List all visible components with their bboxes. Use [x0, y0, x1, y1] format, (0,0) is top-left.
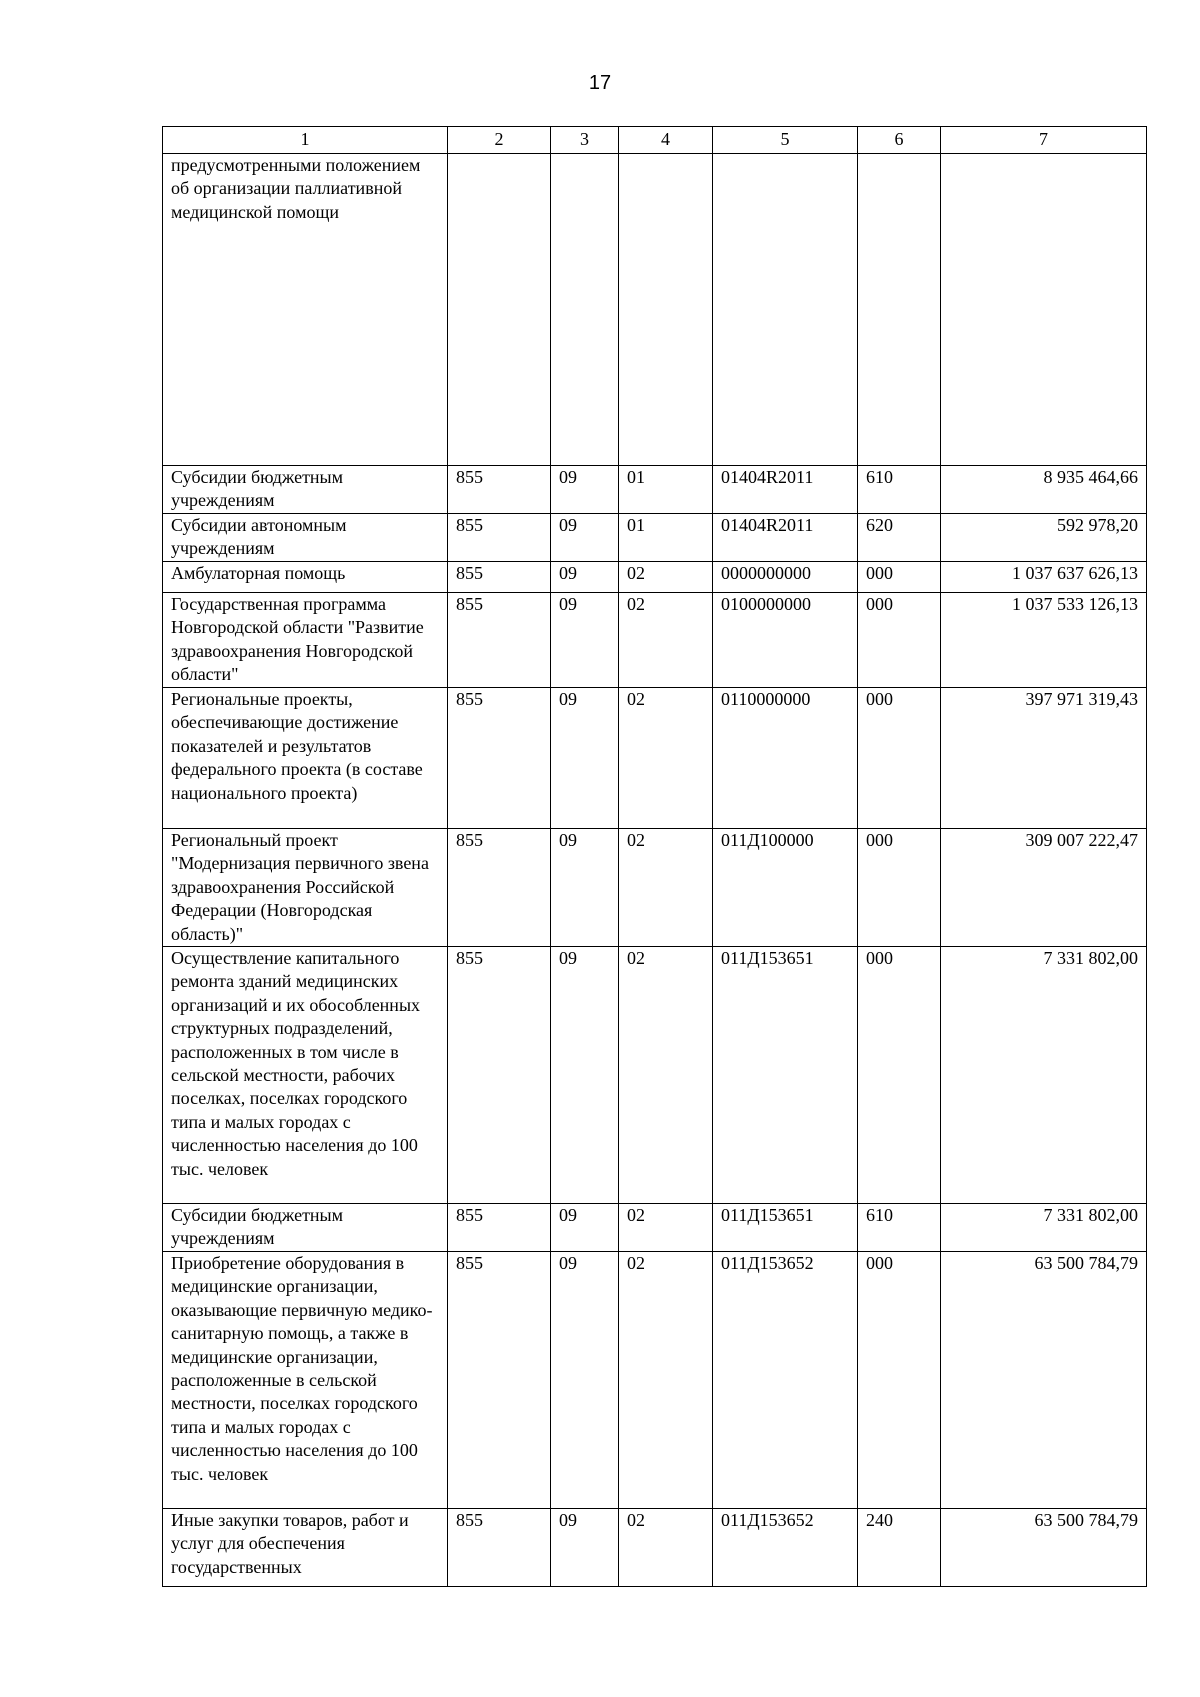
- row-section-code: 09: [551, 947, 619, 1204]
- row-subsection-code: 02: [619, 1204, 713, 1252]
- row-target-article: 011Д153651: [713, 947, 858, 1204]
- row-amount: 63 500 784,79: [941, 1252, 1147, 1509]
- row-amount: 309 007 222,47: [941, 829, 1147, 947]
- budget-table: [162, 126, 1147, 1587]
- row-section-code: 09: [551, 466, 619, 514]
- row-subsection-code: 02: [619, 829, 713, 947]
- row-subsection-code: 01: [619, 466, 713, 514]
- row-name: Региональный проект "Модернизация первичного звена здравоохранения Российской Федерации (Новгородская область)": [163, 829, 448, 947]
- header-col-1: 1: [163, 127, 448, 154]
- row-amount: 1 037 637 626,13: [941, 562, 1147, 593]
- row-name: Государственная программа Новгородской области "Развитие здравоохранения Новгородской области": [163, 593, 448, 688]
- row-subsection-code: 01: [619, 514, 713, 562]
- row-ministry-code: 855: [448, 947, 551, 1204]
- table-row: [163, 1204, 1147, 1252]
- row-ministry-code: 855: [448, 593, 551, 688]
- row-expense-type: 240: [858, 1509, 941, 1587]
- row-expense-type: 000: [858, 562, 941, 593]
- row-subsection-code: 02: [619, 1509, 713, 1587]
- row-amount: 1 037 533 126,13: [941, 593, 1147, 688]
- row-name: предусмотренными положением об организации паллиативной медицинской помощи: [163, 154, 448, 466]
- row-target-article: 011Д153651: [713, 1204, 858, 1252]
- row-section-code: 09: [551, 562, 619, 593]
- row-expense-type: 000: [858, 947, 941, 1204]
- header-col-3: 3: [551, 127, 619, 154]
- row-target-article: 01404R2011: [713, 466, 858, 514]
- row-section-code: 09: [551, 1204, 619, 1252]
- row-expense-type: 610: [858, 1204, 941, 1252]
- row-amount: [941, 154, 1147, 466]
- header-col-4: 4: [619, 127, 713, 154]
- table-row: [163, 947, 1147, 1204]
- row-amount: 592 978,20: [941, 514, 1147, 562]
- table-row: [163, 593, 1147, 688]
- row-expense-type: 000: [858, 1252, 941, 1509]
- row-amount: 7 331 802,00: [941, 947, 1147, 1204]
- row-ministry-code: 855: [448, 829, 551, 947]
- row-amount: 7 331 802,00: [941, 1204, 1147, 1252]
- row-section-code: 09: [551, 829, 619, 947]
- row-section-code: 09: [551, 514, 619, 562]
- header-col-5: 5: [713, 127, 858, 154]
- row-target-article: 011Д100000: [713, 829, 858, 947]
- table-row: [163, 562, 1147, 593]
- row-ministry-code: 855: [448, 688, 551, 829]
- row-name: Субсидии бюджетным учреждениям: [163, 1204, 448, 1252]
- row-subsection-code: [619, 154, 713, 466]
- row-amount: 8 935 464,66: [941, 466, 1147, 514]
- table-row: [163, 466, 1147, 514]
- table-row: [163, 154, 1147, 466]
- header-col-7: 7: [941, 127, 1147, 154]
- row-name: Субсидии бюджетным учреждениям: [163, 466, 448, 514]
- row-target-article: 01404R2011: [713, 514, 858, 562]
- table-row: [163, 1252, 1147, 1509]
- row-section-code: [551, 154, 619, 466]
- row-section-code: 09: [551, 688, 619, 829]
- table-row: [163, 1509, 1147, 1587]
- row-amount: 397 971 319,43: [941, 688, 1147, 829]
- row-name: Приобретение оборудования в медицинские организации, оказывающие первичную медико-санитарную помощь, а также в медицинские организации, расположенные в сельской местности, поселках городского типа и малых городах с численностью населения до 100 тыс. человек: [163, 1252, 448, 1509]
- page-number: 17: [588, 72, 612, 94]
- row-name: Региональные проекты, обеспечивающие достижение показателей и результатов федерального проекта (в составе национального проекта): [163, 688, 448, 829]
- row-subsection-code: 02: [619, 688, 713, 829]
- header-col-6: 6: [858, 127, 941, 154]
- row-ministry-code: 855: [448, 1509, 551, 1587]
- row-section-code: 09: [551, 1509, 619, 1587]
- row-amount: 63 500 784,79: [941, 1509, 1147, 1587]
- row-expense-type: [858, 154, 941, 466]
- header-col-2: 2: [448, 127, 551, 154]
- table-row: [163, 514, 1147, 562]
- row-target-article: 0000000000: [713, 562, 858, 593]
- row-ministry-code: 855: [448, 562, 551, 593]
- row-ministry-code: 855: [448, 466, 551, 514]
- row-name: Иные закупки товаров, работ и услуг для обеспечения государственных: [163, 1509, 448, 1587]
- row-target-article: 011Д153652: [713, 1252, 858, 1509]
- row-target-article: 0100000000: [713, 593, 858, 688]
- row-target-article: [713, 154, 858, 466]
- row-subsection-code: 02: [619, 947, 713, 1204]
- row-target-article: 011Д153652: [713, 1509, 858, 1587]
- table-row: [163, 829, 1147, 947]
- row-subsection-code: 02: [619, 1252, 713, 1509]
- row-name: Субсидии автономным учреждениям: [163, 514, 448, 562]
- row-expense-type: 000: [858, 829, 941, 947]
- row-expense-type: 000: [858, 593, 941, 688]
- row-expense-type: 610: [858, 466, 941, 514]
- row-subsection-code: 02: [619, 593, 713, 688]
- row-ministry-code: 855: [448, 1252, 551, 1509]
- row-expense-type: 000: [858, 688, 941, 829]
- row-subsection-code: 02: [619, 562, 713, 593]
- row-ministry-code: 855: [448, 514, 551, 562]
- row-name: Осуществление капитального ремонта зданий медицинских организаций и их обособленных структурных подразделений, расположенных в том числе в сельской местности, рабочих поселках, поселках городского типа и малых городах с численностью населения до 100 тыс. человек: [163, 947, 448, 1204]
- row-ministry-code: [448, 154, 551, 466]
- header-row: [163, 127, 1147, 154]
- row-section-code: 09: [551, 1252, 619, 1509]
- row-target-article: 0110000000: [713, 688, 858, 829]
- row-name: Амбулаторная помощь: [163, 562, 448, 593]
- row-section-code: 09: [551, 593, 619, 688]
- row-expense-type: 620: [858, 514, 941, 562]
- table-row: [163, 688, 1147, 829]
- row-ministry-code: 855: [448, 1204, 551, 1252]
